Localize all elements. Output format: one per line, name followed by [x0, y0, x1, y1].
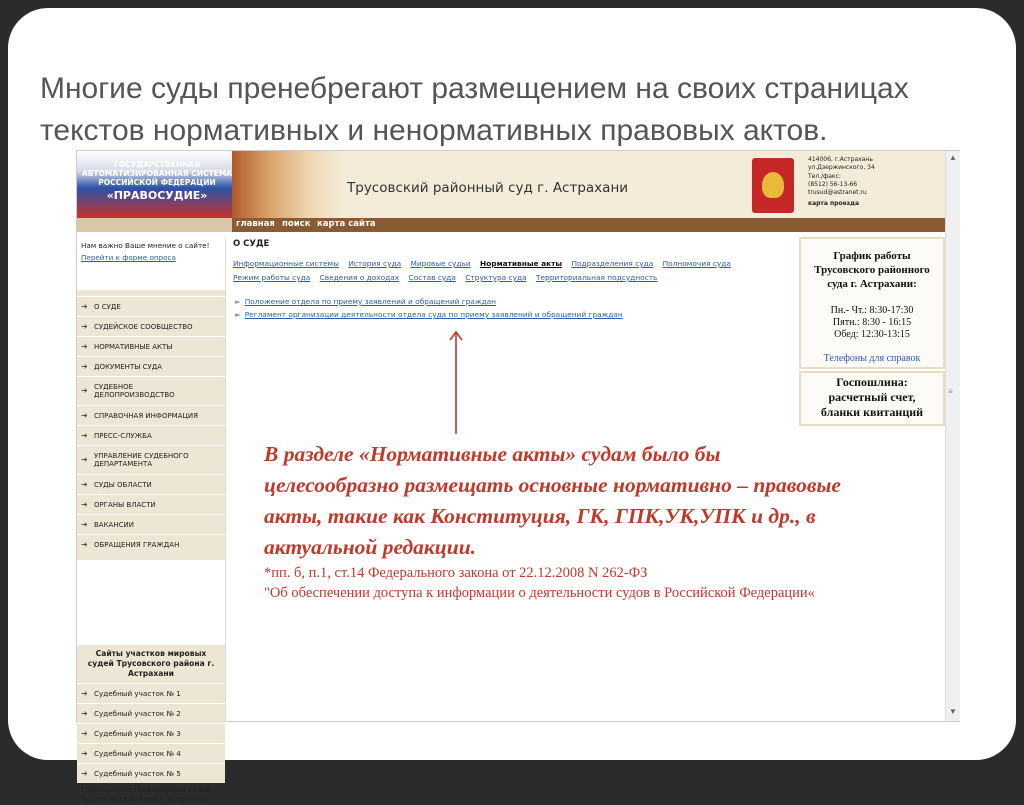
section-links — [233, 257, 793, 285]
sidebar-item-label: СУДЫ ОБЛАСТИ — [94, 480, 152, 489]
logo-name: «ПРАВОСУДИЕ» — [106, 189, 208, 202]
annotation-main: В разделе «Нормативные акты» судам было бы целесообразно размещать основные нормативно – правовые акты, такие как Конституция, ГК, ГПК,УК,УПК и др., в актуальной редакции. — [264, 442, 841, 559]
pravosudie-logo[interactable] — [77, 151, 237, 218]
arrow-icon: ➜ — [81, 769, 88, 778]
sidebar-item-label: О СУДЕ — [94, 302, 121, 311]
site-item-label: Судебный участок № 4 — [94, 749, 181, 758]
court-contacts — [808, 156, 875, 209]
map-link[interactable]: карта проезда — [808, 200, 860, 208]
nav-sitemap[interactable]: карта сайта — [317, 219, 376, 229]
sidebar-item-label: ДОКУМЕНТЫ СУДА — [94, 362, 163, 371]
document-link[interactable] — [235, 297, 496, 306]
link-jurisdiction[interactable]: Территориальная подсудность — [535, 273, 658, 282]
sidebar-item-press[interactable] — [77, 425, 225, 445]
scroll-up-icon[interactable]: ▲ — [949, 153, 957, 162]
sidebar-item-authorities[interactable] — [77, 494, 225, 514]
sidebar-item-label: ВАКАНСИИ — [94, 520, 134, 529]
arrow-icon: ➜ — [81, 386, 88, 395]
arrow-icon: ➜ — [81, 689, 88, 698]
sidebar-item-department[interactable] — [77, 445, 225, 474]
links-row — [233, 257, 793, 271]
bullet-icon: ► — [235, 310, 241, 319]
logo-line: РОССИЙСКОЙ ФЕДЕРАЦИИ — [98, 178, 216, 187]
site-item-label: Судебный участок № 2 — [94, 709, 181, 718]
site-item[interactable] — [77, 683, 225, 703]
poll-text: Нам важно Ваше мнение о сайте! — [81, 241, 210, 250]
link-schedule[interactable]: Режим работы суда — [233, 273, 311, 282]
links-row — [233, 271, 793, 285]
link-normative-acts[interactable]: Нормативные акты — [480, 259, 563, 268]
schedule-title: График работы Трусовского районного суда г. Астрахани: — [814, 250, 930, 290]
sidebar-item-label: НОРМАТИВНЫЕ АКТЫ — [94, 342, 173, 351]
link-divisions[interactable]: Подразделения суда — [571, 259, 654, 268]
site-item[interactable] — [77, 743, 225, 763]
bullet-icon: ► — [235, 297, 241, 306]
site-item-label: Судебный участок № 3 — [94, 729, 181, 738]
scroll-thumb-icon[interactable]: ≡ — [948, 387, 953, 396]
top-navbar — [232, 218, 945, 232]
arrow-icon: ➜ — [81, 729, 88, 738]
arrow-icon: ➜ — [81, 341, 88, 351]
annotation-footnote: *пп. б, п.1, ст.14 Федерального закона от 22.12.2008 N 262-ФЗ — [264, 565, 648, 581]
document-title: Регламент организации деятельности отдела суда по приему заявлений и обращений граждан — [244, 310, 623, 319]
sidebar-item-label: СУДЕБНОЕ ДЕЛОПРОИЗВОДСТВО — [94, 383, 175, 399]
menu-divider — [77, 554, 225, 560]
poll-link[interactable]: Перейти к форме опроса — [81, 253, 176, 262]
sidebar-item-normative-acts[interactable] — [77, 336, 225, 356]
left-sidebar — [77, 237, 226, 803]
link-composition[interactable]: Состав суда — [408, 273, 456, 282]
magistrate-sites — [77, 645, 225, 805]
sidebar-item-court-documents[interactable] — [77, 356, 225, 376]
link-history[interactable]: История суда — [348, 259, 402, 268]
link-info-systems[interactable]: Информационные системы — [233, 259, 339, 268]
document-link[interactable] — [235, 310, 623, 319]
scroll-down-icon[interactable]: ▼ — [949, 707, 957, 716]
arrow-icon: ➜ — [81, 539, 88, 549]
schedule-line: Пятн.: 8:30 - 16:15 — [832, 317, 912, 328]
arrow-icon: ➜ — [81, 709, 88, 718]
sidebar-item-judges-community[interactable] — [77, 316, 225, 336]
website-screenshot — [76, 150, 960, 803]
phones-link[interactable]: Телефоны для справок — [823, 353, 921, 364]
site-item[interactable] — [77, 703, 225, 723]
contact-line: 414006, г.Астрахань — [808, 156, 873, 163]
link-structure[interactable]: Структура суда — [465, 273, 527, 282]
poll-block — [81, 240, 226, 264]
section-title: О СУДЕ — [233, 239, 270, 249]
arrow-icon: ➜ — [81, 499, 88, 509]
sidebar-item-appeals[interactable] — [77, 534, 225, 554]
sites-heading: Сайты участков мировых судей Трусовского района г. Астрахани — [77, 645, 225, 683]
districts-borders-link[interactable]: Границы участков мировых судей Трусовского района г. Астрахани — [81, 785, 211, 803]
contact-line: (8512) 56-13-66 — [808, 180, 858, 188]
schedule-line: Обед: 12:30-13:15 — [834, 329, 910, 340]
right-sidebar — [799, 237, 945, 426]
link-powers[interactable]: Полномочия суда — [662, 259, 731, 268]
arrow-icon: ➜ — [81, 749, 88, 758]
site-item-label: Судебный участок № 5 — [94, 769, 181, 778]
site-item[interactable] — [77, 723, 225, 743]
logo-line: ГОСУДАРСТВЕННАЯ — [113, 160, 200, 169]
sidebar-item-reference[interactable] — [77, 405, 225, 425]
pointer-arrow — [446, 330, 466, 434]
sidebar-item-vacancies[interactable] — [77, 514, 225, 534]
arrow-icon: ➜ — [81, 361, 88, 371]
fee-title: Госпошлина: расчетный счет, бланки квитанций — [820, 375, 924, 419]
sidebar-item-label: СПРАВОЧНАЯ ИНФОРМАЦИЯ — [94, 411, 199, 420]
sidebar-item-proceedings[interactable] — [77, 376, 225, 405]
nav-home[interactable]: главная — [236, 219, 275, 229]
arrow-icon: ➜ — [81, 410, 88, 420]
coat-of-arms-icon — [752, 158, 794, 213]
sidebar-menu — [77, 290, 225, 560]
site-item[interactable] — [77, 763, 225, 783]
sidebar-item-about[interactable] — [77, 296, 225, 316]
arrow-icon: ➜ — [81, 301, 88, 311]
fee-box[interactable] — [799, 371, 945, 426]
scrollbar[interactable] — [945, 151, 960, 721]
books-image — [232, 151, 342, 218]
site-item-label: Судебный участок № 1 — [94, 689, 181, 698]
nav-search[interactable]: поиск — [282, 219, 311, 229]
document-title: Положение отдела по приему заявлений и обращений граждан — [244, 297, 497, 306]
eagle-icon — [762, 172, 784, 198]
link-magistrates[interactable]: Мировые судьи — [410, 259, 471, 268]
contact-line: Тел./факс: — [808, 172, 841, 180]
schedule-box — [799, 237, 945, 369]
sidebar-item-label: СУДЕЙСКОЕ СООБЩЕСТВО — [94, 322, 193, 331]
site-header — [77, 151, 945, 218]
link-income[interactable]: Сведения о доходах — [319, 273, 400, 282]
sidebar-item-label: УПРАВЛЕНИЕ СУДЕБНОГО ДЕПАРТАМЕНТА — [94, 452, 189, 468]
arrow-icon: ➜ — [81, 321, 88, 331]
arrow-icon: ➜ — [81, 519, 88, 529]
arrow-icon: ➜ — [81, 430, 88, 440]
logo-line: АВТОМАТИЗИРОВАННАЯ СИСТЕМА — [81, 169, 233, 178]
contact-line: ул.Дзержинского, 34 — [808, 164, 875, 172]
sidebar-item-label: ОРГАНЫ ВЛАСТИ — [94, 500, 156, 509]
court-name: Трусовский районный суд г. Астрахани — [347, 180, 629, 196]
navbar-spacer — [77, 218, 232, 232]
annotation-footnote: "Об обеспечении доступа к информации о деятельности судов в Российской Федерации« — [264, 585, 815, 601]
sidebar-item-regional-courts[interactable] — [77, 474, 225, 494]
contact-email[interactable]: trusud@astranet.ru — [808, 189, 867, 197]
annotation — [264, 439, 854, 603]
sidebar-item-label: ПРЕСС-СЛУЖБА — [94, 431, 152, 440]
arrow-icon: ➜ — [81, 479, 88, 489]
sidebar-item-label: ОБРАЩЕНИЯ ГРАЖДАН — [94, 540, 180, 549]
arrow-icon: ➜ — [81, 455, 88, 464]
schedule-line: Пн.- Чт.: 8:30-17:30 — [830, 305, 914, 316]
slide-title: Многие суды пренебрегают размещением на своих страницах текстов нормативных и ненормативных правовых актов. — [40, 72, 909, 147]
